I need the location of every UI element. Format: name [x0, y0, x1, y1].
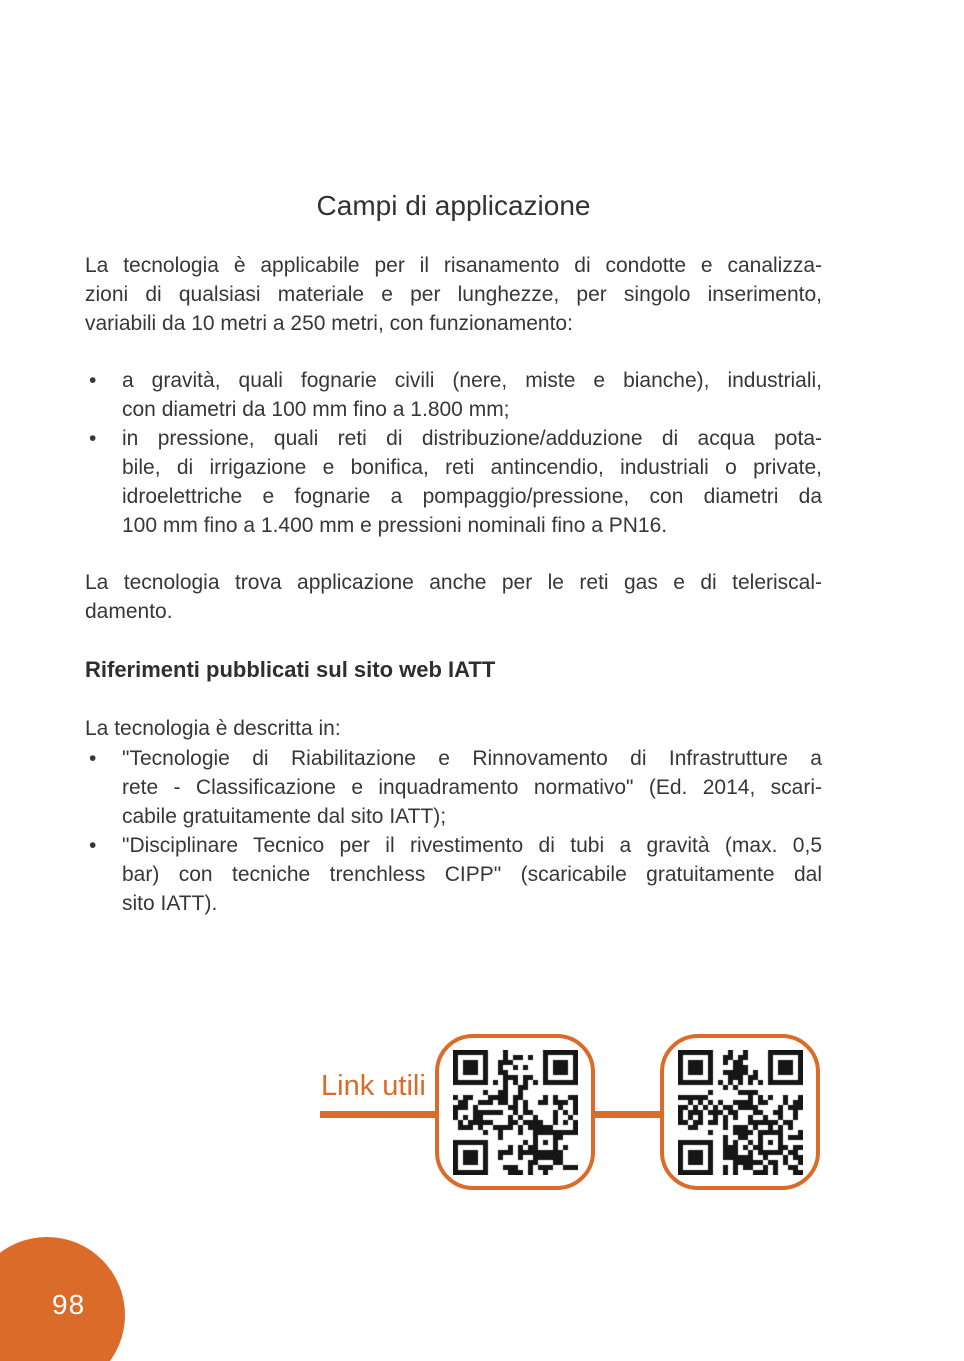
bullet-list-references	[85, 744, 822, 918]
intro-paragraph	[85, 251, 822, 338]
paragraph-line: zioni di qualsiasi materiale e per lunghezze, per singolo inserimento,	[85, 283, 822, 306]
list-item-line: idroelettriche e fognarie a pompaggio/pressione, con diametri da	[122, 485, 822, 508]
list-item-line: a gravità, quali fognarie civili (nere, miste e bianche), industriali,	[122, 369, 822, 392]
connector-line	[593, 1111, 663, 1118]
list-item-line: bar) con tecniche trenchless CIPP" (scaricabile gratuitamente dal	[122, 863, 822, 886]
bullet-list-applications	[85, 366, 822, 540]
list-item-line: cabile gratuitamente dal sito IATT);	[122, 805, 447, 828]
list-item-line: sito IATT).	[122, 892, 218, 915]
list-item-line: con diametri da 100 mm fino a 1.800 mm;	[122, 398, 510, 421]
list-item-line: "Tecnologie di Riabilitazione e Rinnovamento di Infrastrutture a	[122, 747, 822, 770]
link-utili-label: Link utili	[321, 1070, 426, 1102]
list-item	[85, 744, 822, 831]
bullet-icon: •	[89, 369, 97, 392]
list-item-line: rete - Classificazione e inquadramento normativo" (Ed. 2014, scari-	[122, 776, 822, 799]
list-item	[85, 366, 822, 424]
qr-frame-2	[660, 1034, 820, 1190]
page-number-badge	[0, 1237, 125, 1361]
list-item-line: in pressione, quali reti di distribuzione/adduzione di acqua pota-	[122, 427, 822, 450]
paragraph-line: La tecnologia trova applicazione anche per le reti gas e di teleriscal-	[85, 571, 822, 594]
qr-code-1-icon	[453, 1050, 578, 1175]
gas-networks-paragraph	[85, 568, 822, 626]
paragraph-line: La tecnologia è applicabile per il risanamento di condotte e canalizza-	[85, 254, 822, 277]
list-item-line: 100 mm fino a 1.400 mm e pressioni nominali fino a PN16.	[122, 514, 668, 537]
list-item	[85, 831, 822, 918]
list-item-line: "Disciplinare Tecnico per il rivestimento di tubi a gravità (max. 0,5	[122, 834, 822, 857]
qr-code-2-icon	[678, 1050, 803, 1175]
described-in-paragraph: La tecnologia è descritta in:	[85, 717, 341, 740]
paragraph-line: damento.	[85, 600, 173, 623]
list-item-line: bile, di irrigazione e bonifica, reti antincendio, industriali o private,	[122, 456, 822, 479]
list-item	[85, 424, 822, 540]
connector-line	[320, 1111, 438, 1118]
paragraph-line: variabili da 10 metri a 250 metri, con funzionamento:	[85, 312, 573, 335]
qr-frame-1	[435, 1034, 595, 1190]
bullet-icon: •	[89, 747, 97, 770]
page-number: 98	[52, 1289, 86, 1320]
bullet-icon: •	[89, 834, 97, 857]
section-heading: Riferimenti pubblicati sul sito web IATT	[85, 657, 496, 682]
page-title: Campi di applicazione	[316, 190, 591, 221]
bullet-icon: •	[89, 427, 97, 450]
